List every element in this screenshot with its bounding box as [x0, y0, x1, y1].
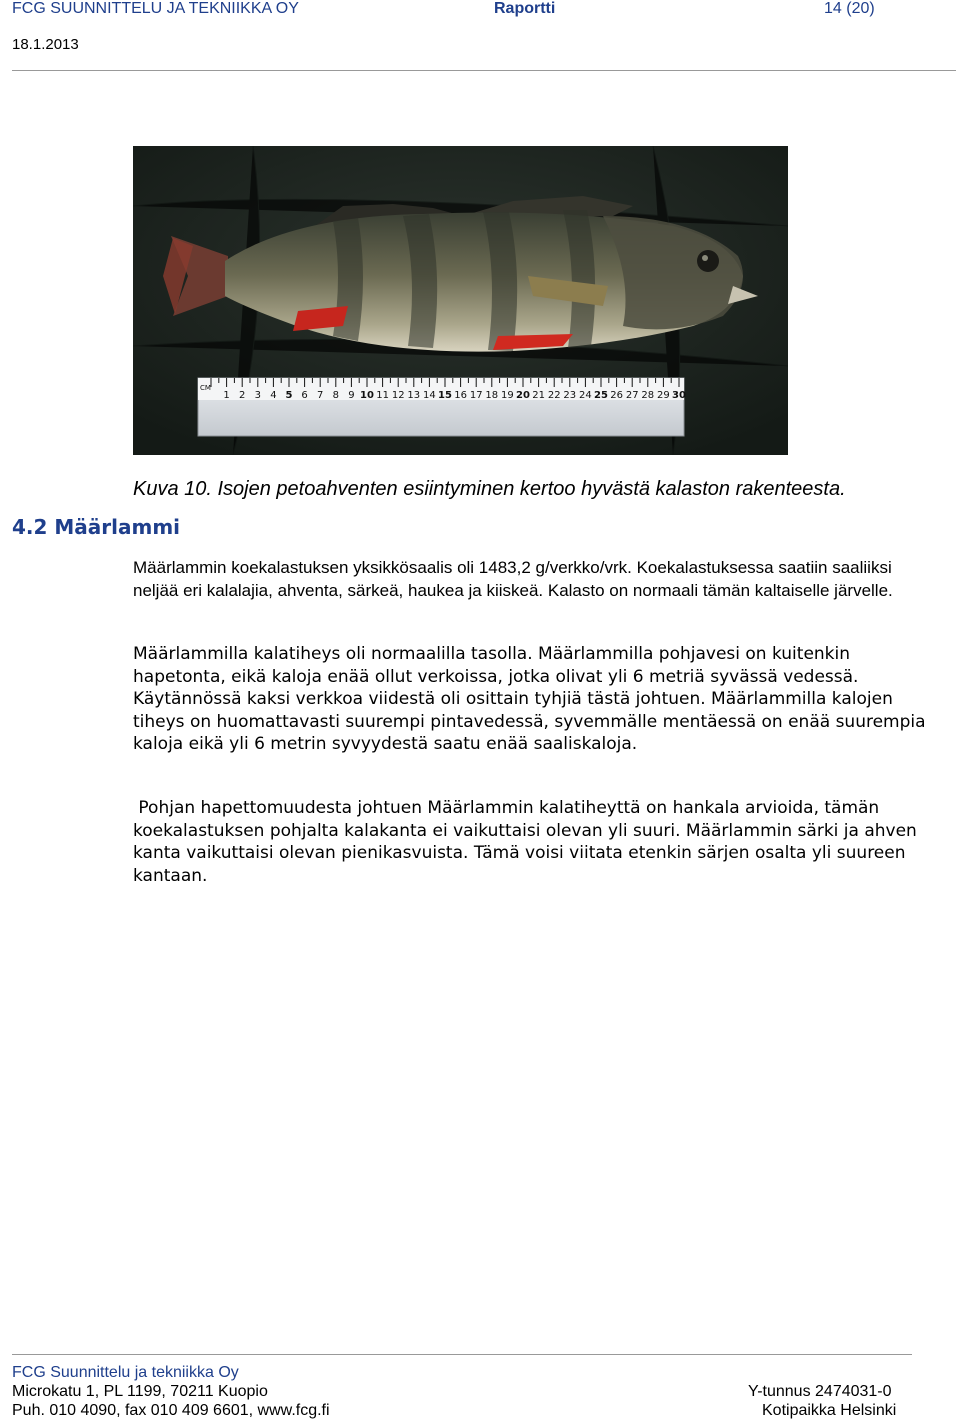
paragraph-3 — [133, 797, 933, 887]
footer-company: FCG Suunnittelu ja tekniikka Oy — [12, 1364, 239, 1381]
ruler-number: 12 — [391, 390, 405, 401]
paragraph-1 — [133, 557, 933, 602]
ruler-number: 28 — [641, 390, 655, 401]
paragraph-2 — [133, 643, 933, 756]
ruler-number: 24 — [579, 390, 592, 401]
ruler-number: 13 — [407, 390, 421, 401]
ruler-number: 17 — [469, 390, 483, 401]
header-title: Raportti — [494, 0, 556, 17]
header-company: FCG SUUNNITTELU JA TEKNIIKKA OY — [12, 0, 299, 17]
ruler-number: 11 — [376, 390, 389, 401]
ruler-number: 16 — [454, 390, 467, 401]
ruler-number: 15 — [438, 390, 452, 401]
footer-divider — [12, 1354, 912, 1355]
ruler-number: 6 — [301, 390, 308, 401]
ruler-number: 26 — [610, 390, 623, 401]
ruler-number: 9 — [348, 390, 355, 401]
ruler-number: 14 — [423, 390, 436, 401]
paragraph-text: Määrlammin koekalastuksen yksikkösaalis oli 1483,2 g/verkko/vrk. Koekalastuksessa saatiin saaliiksi neljää eri kalalajia, ahventa, särkeä, haukea ja kiiskeä. Kalasto on normaali tämän kaltaiselle järvelle. — [133, 558, 893, 600]
ruler-number: 23 — [563, 390, 577, 401]
ruler-number: 30 — [672, 390, 686, 401]
header-divider — [12, 70, 956, 71]
fish-photo — [133, 146, 788, 455]
header-date: 18.1.2013 — [12, 36, 79, 53]
ruler-number: 5 — [285, 390, 293, 401]
ruler-number: 18 — [485, 390, 499, 401]
ruler-number: 27 — [625, 390, 639, 401]
ruler-number: 8 — [332, 390, 339, 401]
ruler-number: 22 — [547, 390, 561, 401]
header-page-number: 14 (20) — [824, 0, 875, 17]
paragraph-text: Määrlammilla kalatiheys oli normaalilla tasolla. Määrlammilla pohjavesi on kuitenkin hapetonta, eikä kaloja enää ollut verkoissa, jotka olivat yli 6 metriä syvässä vedessä. Käytännössä kaksi verkkoa viidestä oli osittain tyhjiä tästä johtuen. Määrlammilla kalojen tiheys on huomattavasti suurempi pintavedessä, syvemmälle mentäessä on enää suurempia kaloja eikä yli 6 metrin syvyydestä saatu enää saaliskaloja. — [133, 644, 926, 754]
footer-address: Microkatu 1, PL 1199, 70211 Kuopio — [12, 1383, 268, 1400]
paragraph-text: Pohjan hapettomuudesta johtuen Määrlammin kalatiheyttä on hankala arvioida, tämän koekalastuksen pohjalta kalakanta ei vaikuttaisi olevan yli suuri. Määrlammin särki ja ahven kanta vaikuttaisi olevan pienikasvuista. Tämä voisi viitata etenkin särjen osalta yli suureen kantaan. — [133, 798, 923, 886]
ruler-number: 19 — [501, 390, 514, 401]
footer-kotipaikka: Kotipaikka Helsinki — [762, 1402, 897, 1419]
ruler-number: 1 — [223, 390, 230, 401]
footer-ytunnus: Y-tunnus 2474031-0 — [748, 1383, 892, 1400]
ruler-unit: CM — [200, 384, 211, 392]
ruler-number: 21 — [532, 390, 545, 401]
ruler-number: 7 — [317, 390, 324, 401]
ruler-number: 2 — [239, 390, 246, 401]
ruler-number: 10 — [360, 390, 374, 401]
ruler-number: 29 — [657, 390, 670, 401]
section-heading: 4.2 Määrlammi — [12, 515, 181, 539]
figure-caption: Kuva 10. Isojen petoahventen esiintyminen kertoo hyvästä kalaston rakenteesta. — [133, 478, 846, 500]
ruler-number: 20 — [516, 390, 530, 401]
footer-phone: Puh. 010 4090, fax 010 409 6601, www.fcg.fi — [12, 1402, 330, 1419]
ruler-number: 25 — [594, 390, 608, 401]
ruler-number: 3 — [254, 390, 261, 401]
ruler-number: 4 — [270, 390, 277, 401]
